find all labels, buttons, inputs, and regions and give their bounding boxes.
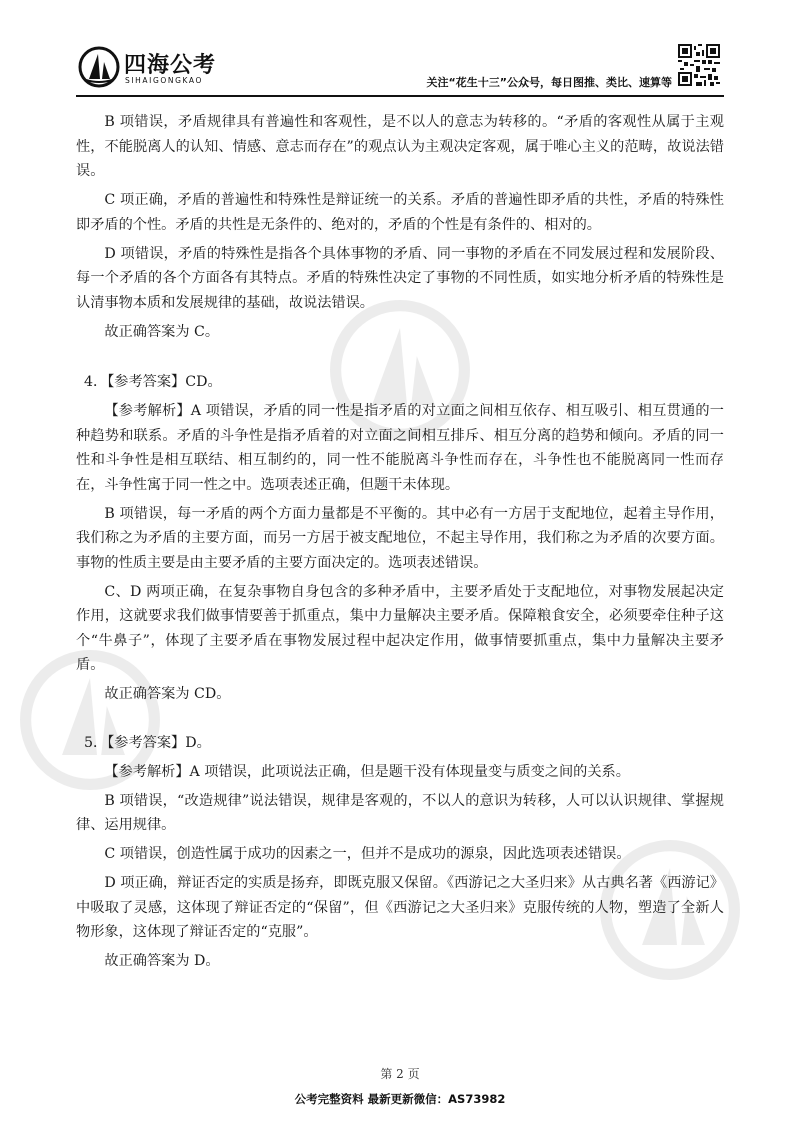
header-divider — [76, 95, 724, 97]
explanation-paragraph: C、D 两项正确，在复杂事物自身包含的多种矛盾中，主要矛盾处于支配地位，对事物发展起决定作用，这就要求我们做事情要善于抓重点，集中力量解决主要矛盾。保障粮食安全，必须要牵住种子这个“牛鼻子”，体现了主要矛盾在事物发展过程中起决定作用，做事情要抓重点，集中力量解决主要矛盾。 — [76, 583, 724, 673]
answer-conclusion: 故正确答案为 D。 — [104, 953, 220, 969]
explanation-paragraph: D 项错误，矛盾的特殊性是指各个具体事物的矛盾、同一事物的矛盾在不同发展过程和发展阶段、每一个矛盾的各个方面各有其特点。矛盾的特殊性决定了事物的不同性质，如实地分析矛盾的特殊性是认清事物本质和发展规律的基础，故说法错误。 — [76, 245, 724, 311]
qr-code-icon — [678, 44, 720, 86]
logo-text: 四海公考 — [124, 53, 217, 78]
answer-explanations — [76, 110, 724, 974]
explanation-paragraph: C 项正确，矛盾的普遍性和特殊性是辩证统一的关系。矛盾的普遍性即矛盾的共性，矛盾的特殊性即矛盾的个性。矛盾的共性是无条件的、绝对的，矛盾的个性是有条件的、相对的。 — [76, 192, 724, 233]
header-promo-text: 关注“花生十三”公众号，每日图推、类比、速算等 — [426, 76, 672, 89]
explanation-paragraph: D 项正确，辩证否定的实质是扬弃，即既克服又保留。《西游记之大圣归来》从古典名著《西游记》中吸取了灵感，这体现了辩证否定的“保留”，但《西游记之大圣归来》克服传统的人物，塑造了全新人物形象，这体现了辩证否定的“克服”。 — [76, 875, 724, 940]
sail-logo-icon — [78, 46, 120, 88]
question-5-answer: 5．【参考答案】D。 — [84, 734, 211, 751]
explanation-paragraph: C 项错误，创造性属于成功的因素之一，但并不是成功的源泉，因此选项表述错误。 — [104, 846, 631, 862]
page-header — [0, 0, 800, 104]
page-number: 第 2 页 — [380, 1067, 420, 1081]
logo-subtitle: SIHAIGONGKAO — [125, 76, 203, 85]
answer-conclusion: 故正确答案为 C。 — [104, 323, 220, 340]
question-4-answer: 4．【参考答案】CD。 — [84, 374, 222, 390]
explanation-paragraph: B 项错误，矛盾规律具有普遍性和客观性，是不以人的意志为转移的。“矛盾的客观性从属于主观性，不能脱离人的认知、情感、意志而存在”的观点认为主观决定客观，属于唯心主义的范畴，故说法错误。 — [76, 114, 724, 179]
footer-contact-note: 公考完整资料 最新更新微信：AS73982 — [294, 1092, 506, 1106]
explanation-paragraph: 【参考解析】A 项错误，此项说法正确，但是题干没有体现量变与质变之间的关系。 — [104, 763, 630, 780]
brand-logo — [78, 46, 238, 92]
answer-conclusion: 故正确答案为 CD。 — [104, 686, 231, 702]
explanation-paragraph: B 项错误，“改造规律”说法错误，规律是客观的，不以人的意识为转移，人可以认识规律、掌握规律、运用规律。 — [76, 792, 724, 833]
explanation-paragraph: 【参考解析】A 项错误，矛盾的同一性是指矛盾的对立面之间相互依存、相互吸引、相互贯通的一种趋势和联系。矛盾的斗争性是指矛盾着的对立面之间相互排斥、相互分离的趋势和倾向。矛盾的同一性和斗争性是相互联结、相互制约的，同一性不能脱离斗争性而存在，斗争性也不能脱离同一性而存在，斗争性寓于同一性之中。选项表述正确，但题干未体现。 — [76, 403, 724, 493]
explanation-paragraph: B 项错误，每一矛盾的两个方面力量都是不平衡的。其中必有一方居于支配地位，起着主导作用，我们称之为矛盾的主要方面，而另一方居于被支配地位，不起主导作用，我们称之为矛盾的次要方面。事物的性质主要是由主要矛盾的主要方面决定的。选项表述错误。 — [76, 505, 724, 571]
